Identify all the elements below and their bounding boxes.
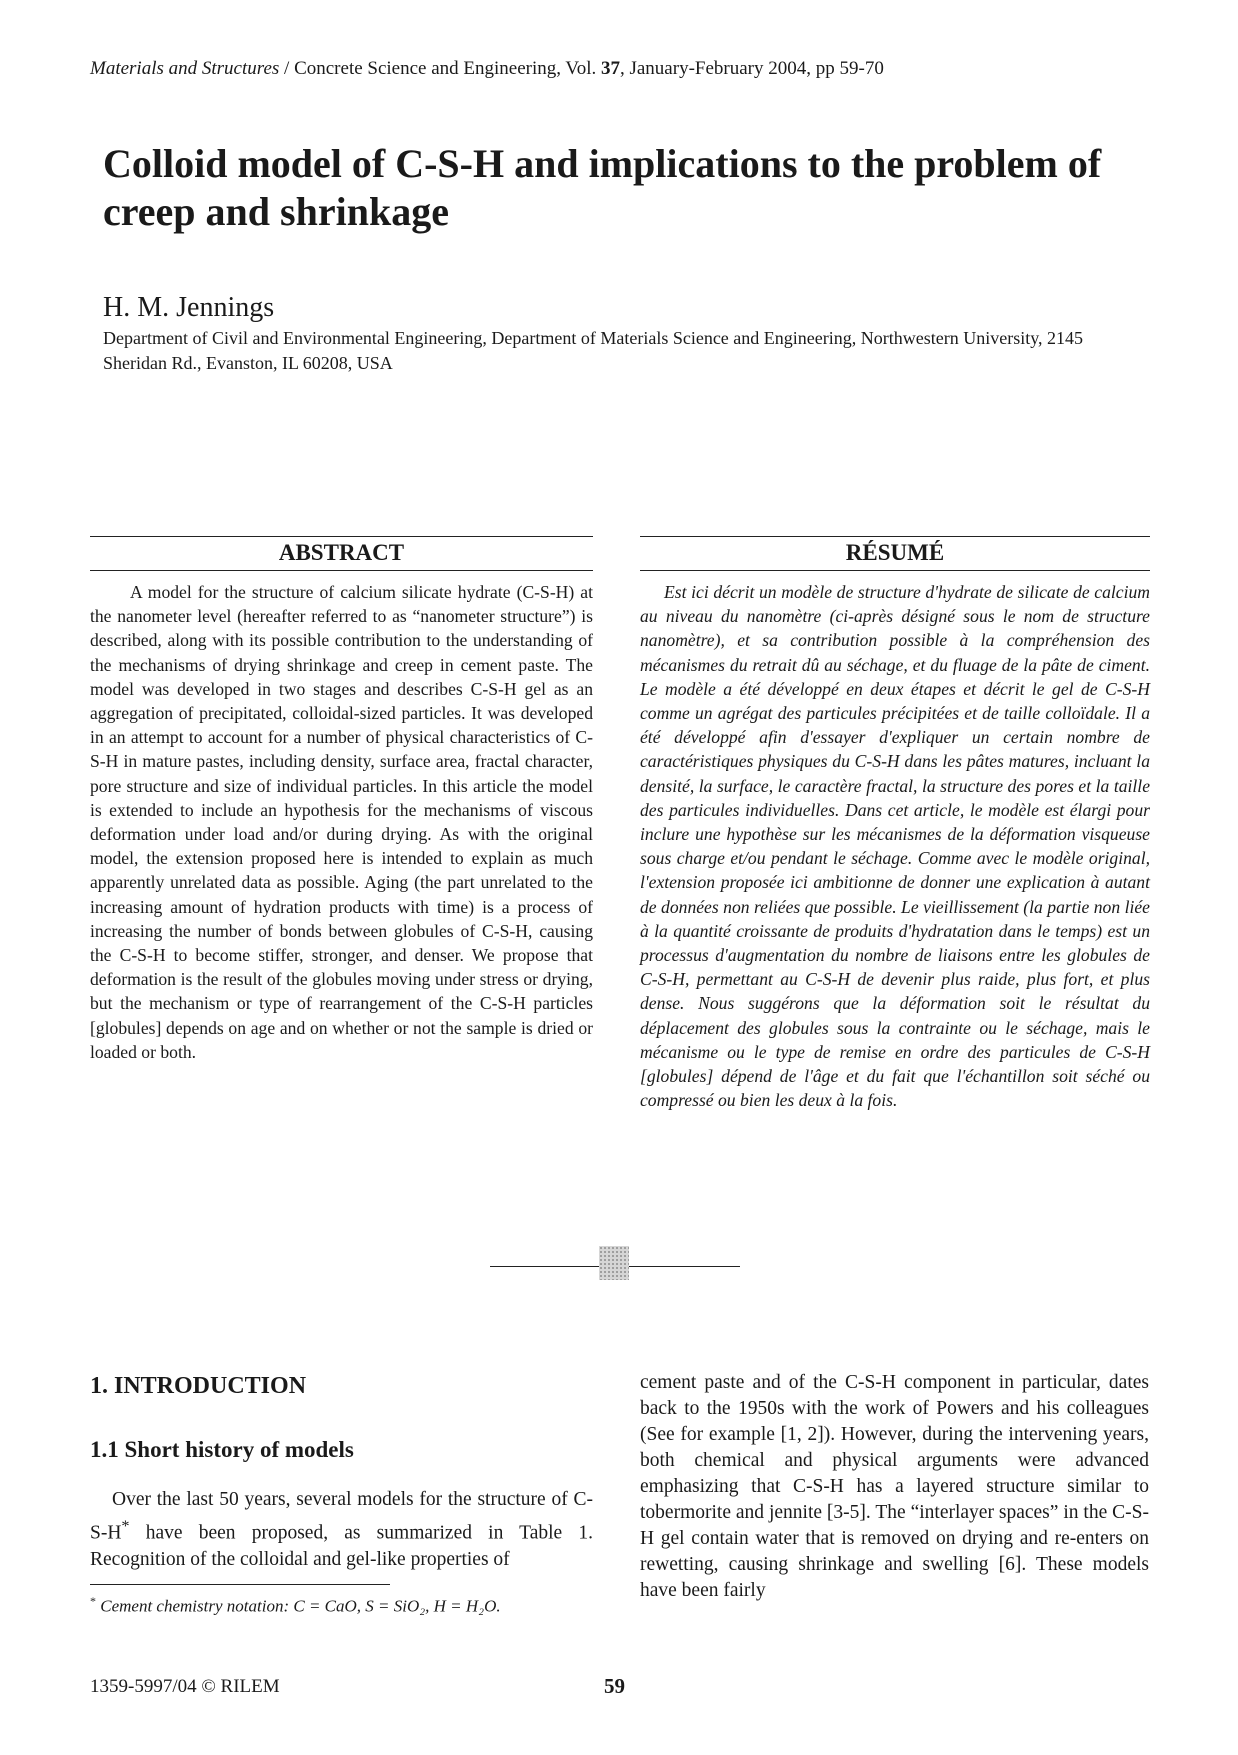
journal-name: Materials and Structures	[90, 58, 280, 79]
separator-ornament	[599, 1246, 629, 1280]
subsection-heading-history: 1.1 Short history of models	[90, 1437, 354, 1462]
journal-header	[90, 58, 1150, 80]
footnote-reference: *	[121, 1517, 130, 1535]
paper-title: Colloid model of C-S-H and implications to the problem of creep and shrinkage	[103, 141, 1102, 234]
intro-paragraph-left	[90, 1487, 593, 1573]
page-number: 59	[604, 1674, 625, 1698]
resume-heading: RÉSUMÉ	[845, 540, 945, 565]
journal-issue-pages: , January-February 2004, pp 59-70	[619, 58, 884, 79]
abstract-rule-bottom	[90, 570, 593, 571]
intro-left-text-end: have been proposed, as summarized in Table 1. Recognition of the colloidal and gel-like properties of	[90, 1522, 593, 1570]
journal-series: / Concrete Science and Engineering, Vol.	[279, 58, 601, 79]
abstract-heading: ABSTRACT	[278, 540, 405, 565]
resume-rule-top	[640, 536, 1150, 537]
footnote-text: Cement chemistry notation: C = CaO, S = SiO₂, H = H₂O.	[96, 1596, 501, 1616]
intro-left-text-start: Over the last 50 years, several models for the structure of C-S-H	[90, 1489, 593, 1544]
intro-paragraph-right: cement paste and of the C-S-H component in particular, dates back to the 1950s with the work of Powers and his colleagues (See for example [1, 2]). However, during the intervening years, both chemical and physical arguments were advanced emphasizing that C-S-H has a layered structure similar to tobermorite and jennite [3-5]. The “interlayer spaces” in the C-S-H gel contain water that is removed on drying and re-enters on rewetting, causing shrinkage and swelling [6]. These models have been fairly	[640, 1372, 1149, 1601]
section-heading-introduction: 1. INTRODUCTION	[90, 1373, 307, 1399]
journal-volume: 37	[600, 58, 620, 79]
footnote	[90, 1594, 501, 1617]
resume-rule-bottom	[640, 570, 1150, 571]
author-affiliation: Department of Civil and Environmental Engineering, Department of Materials Science and Engineering, Northwestern University, 2145 Sheridan Rd., Evanston, IL 60208, USA	[103, 328, 1084, 373]
resume-text: Est ici décrit un modèle de structure d'hydrate de silicate de calcium au niveau du nanomètre (ci-après désigné sous le nom de structure nanomètre), et sa contribution possible à la compréhension des mécanismes du retrait dû au séchage, et du fluage de la pâte de ciment. Le modèle a été développé en deux étapes et décrit le gel de C-S-H comme un agrégat des particules précipitées et de taille colloïdale. Il a été développé afin d'essayer d'expliquer un certain nombre de caractéristiques physiques du C-S-H dans les pâtes matures, incluant la densité, la surface, le caractère fractal, la structure des pores et la taille des particules individuelles. Dans cet article, le modèle est élargi pour inclure une hypothèse sur les mécanismes de la déformation visqueuse sous charge et/ou pendant le séchage. Comme avec le modèle original, l'extension proposée ici ambitionne de donner une explication à autant de données non reliées que possible. Le vieillissement (la partie non liée à la quantité croissante de produits d'hydratation dans le temps) est un processus d'augmentation du nombre de liaisons entre les globules de C-S-H, permettant au C-S-H de devenir plus raide, plus fort, et plus dense. Nous suggérons que la déformation soit le résultat du déplacement des globules sous la contrainte ou le séchage, mais le mécanisme ou le type de remise en ordre des particules de C-S-H [globules] dépend de l'âge et du fait que l'échantillon soit séché ou compressé ou bien les deux à la fois.	[640, 582, 1150, 1111]
abstract-text: A model for the structure of calcium silicate hydrate (C-S-H) at the nanometer level (hereafter referred to as “nanometer structure”) is described, along with its possible contribution to the understanding of the mechanisms of drying shrinkage and creep in cement paste. The model was developed in two stages and describes C-S-H gel as an aggregation of precipitated, colloidal-sized particles. It was developed in an attempt to account for a number of physical characteristics of C-S-H in mature pastes, including density, surface area, fractal character, pore structure and size of individual particles. In this article the model is extended to include an hypothesis for the mechanisms of viscous deformation under load and/or during drying. As with the original model, the extension proposed here is intended to explain as much apparently unrelated data as possible. Aging (the part unrelated to the increasing amount of hydration products with time) is a process of increasing the number of bonds between globules of C-S-H, causing the C-S-H to become stiffer, stronger, and denser. We propose that deformation is the result of the globules moving under stress or drying, but the mechanism or type of rearrangement of the C-S-H particles [globules] depends on age and on whether or not the sample is dried or loaded or both.	[90, 582, 593, 1062]
footnote-marker: *	[90, 1594, 96, 1608]
abstract-rule-top	[90, 536, 593, 537]
issn-copyright: 1359-5997/04 © RILEM	[90, 1676, 280, 1697]
footnote-rule	[90, 1584, 390, 1585]
author-name: H. M. Jennings	[103, 292, 275, 323]
